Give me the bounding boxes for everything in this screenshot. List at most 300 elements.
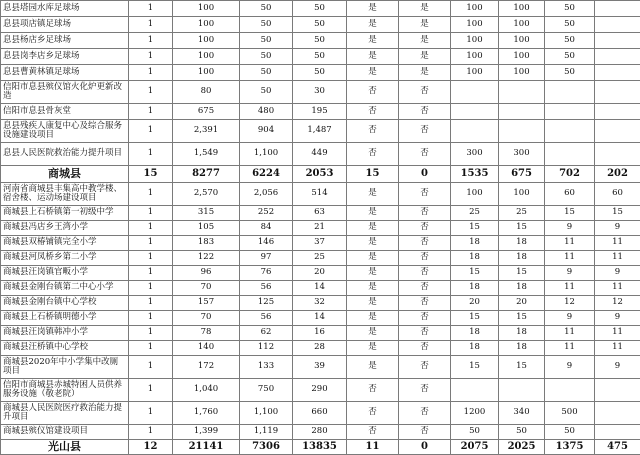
table-cell bbox=[595, 33, 640, 49]
table-cell: 15 bbox=[451, 221, 499, 236]
table-cell: 是 bbox=[347, 326, 399, 341]
project-name-cell: 商城县双椿铺镇完全小学 bbox=[1, 236, 129, 251]
table-cell bbox=[545, 120, 595, 143]
table-cell: 1 bbox=[129, 266, 173, 281]
table-cell bbox=[595, 1, 640, 17]
table-cell: 100 bbox=[451, 65, 499, 81]
table-cell: 100 bbox=[451, 17, 499, 33]
table-cell: 是 bbox=[347, 296, 399, 311]
table-cell: 9 bbox=[545, 221, 595, 236]
table-cell: 100 bbox=[499, 1, 545, 17]
table-cell bbox=[499, 81, 545, 104]
table-cell: 96 bbox=[173, 266, 240, 281]
table-cell: 252 bbox=[240, 206, 293, 221]
table-cell: 1 bbox=[129, 251, 173, 266]
project-name-cell: 息县岗李店乡足球场 bbox=[1, 49, 129, 65]
project-name-cell: 商城县2020年中小学集中改厕项目 bbox=[1, 356, 129, 379]
project-name-cell: 息县杨店乡足球场 bbox=[1, 33, 129, 49]
table-cell: 11 bbox=[545, 326, 595, 341]
table-cell: 9 bbox=[545, 356, 595, 379]
table-cell: 15 bbox=[499, 221, 545, 236]
table-cell: 15 bbox=[129, 166, 173, 183]
table-row bbox=[1, 402, 640, 425]
project-name-cell: 息县曹黄林镇足球场 bbox=[1, 65, 129, 81]
table-cell: 1 bbox=[129, 17, 173, 33]
table-cell: 70 bbox=[173, 311, 240, 326]
table-row bbox=[1, 236, 640, 251]
project-name-cell: 商城县上石桥镇明德小学 bbox=[1, 311, 129, 326]
table-cell: 21 bbox=[293, 221, 347, 236]
table-cell: 70 bbox=[173, 281, 240, 296]
table-cell: 100 bbox=[451, 1, 499, 17]
table-cell: 是 bbox=[399, 33, 451, 49]
table-cell: 50 bbox=[240, 65, 293, 81]
project-name-cell: 商城县金刚台镇第二中心小学 bbox=[1, 281, 129, 296]
table-cell: 146 bbox=[240, 236, 293, 251]
table-row bbox=[1, 120, 640, 143]
table-cell bbox=[595, 120, 640, 143]
table-cell: 100 bbox=[173, 65, 240, 81]
table-cell: 1 bbox=[129, 281, 173, 296]
table-cell: 11 bbox=[595, 341, 640, 356]
table-cell: 1,100 bbox=[240, 143, 293, 166]
table-cell bbox=[545, 81, 595, 104]
table-cell: 20 bbox=[499, 296, 545, 311]
table-cell: 9 bbox=[545, 266, 595, 281]
table-row bbox=[1, 296, 640, 311]
table-cell: 202 bbox=[595, 166, 640, 183]
project-name-cell: 信阳市息县骨灰堂 bbox=[1, 104, 129, 120]
table-cell: 1,760 bbox=[173, 402, 240, 425]
table-cell: 1 bbox=[129, 120, 173, 143]
table-cell: 56 bbox=[240, 311, 293, 326]
table-cell: 97 bbox=[240, 251, 293, 266]
table-cell: 1,100 bbox=[240, 402, 293, 425]
table-cell bbox=[451, 81, 499, 104]
table-cell: 12 bbox=[545, 296, 595, 311]
table-cell bbox=[451, 379, 499, 402]
table-cell: 50 bbox=[499, 425, 545, 440]
project-name-cell: 商城县汪岗镇韩冲小学 bbox=[1, 326, 129, 341]
table-cell: 是 bbox=[347, 1, 399, 17]
table-cell: 315 bbox=[173, 206, 240, 221]
table-cell: 100 bbox=[451, 33, 499, 49]
table-cell: 1 bbox=[129, 221, 173, 236]
table-cell: 7306 bbox=[240, 440, 293, 455]
table-cell: 否 bbox=[399, 236, 451, 251]
table-cell: 25 bbox=[451, 206, 499, 221]
table-cell: 11 bbox=[545, 236, 595, 251]
table-cell: 50 bbox=[545, 49, 595, 65]
table-cell: 否 bbox=[347, 379, 399, 402]
table-cell: 1 bbox=[129, 236, 173, 251]
table-cell: 1,119 bbox=[240, 425, 293, 440]
table-cell: 0 bbox=[399, 166, 451, 183]
table-cell bbox=[499, 104, 545, 120]
table-cell: 500 bbox=[545, 402, 595, 425]
table-cell: 50 bbox=[451, 425, 499, 440]
table-row bbox=[1, 425, 640, 440]
table-cell: 否 bbox=[399, 251, 451, 266]
table-cell: 280 bbox=[293, 425, 347, 440]
table-cell: 21141 bbox=[173, 440, 240, 455]
table-cell: 80 bbox=[173, 81, 240, 104]
table-cell: 18 bbox=[451, 251, 499, 266]
table-row bbox=[1, 341, 640, 356]
table-cell: 20 bbox=[293, 266, 347, 281]
table-cell: 1 bbox=[129, 425, 173, 440]
table-row bbox=[1, 65, 640, 81]
table-cell: 1,040 bbox=[173, 379, 240, 402]
table-cell bbox=[595, 379, 640, 402]
table-row bbox=[1, 104, 640, 120]
table-cell: 50 bbox=[545, 65, 595, 81]
table-cell: 否 bbox=[399, 120, 451, 143]
table-cell: 172 bbox=[173, 356, 240, 379]
table-cell: 195 bbox=[293, 104, 347, 120]
table-cell: 否 bbox=[347, 143, 399, 166]
table-cell: 105 bbox=[173, 221, 240, 236]
project-name-cell: 商城县 bbox=[1, 166, 129, 183]
table-cell: 1 bbox=[129, 65, 173, 81]
table-cell: 否 bbox=[399, 281, 451, 296]
table-cell: 50 bbox=[293, 17, 347, 33]
table-cell bbox=[595, 49, 640, 65]
table-cell: 76 bbox=[240, 266, 293, 281]
project-name-cell: 商城县人民医院医疗救治能力提升项目 bbox=[1, 402, 129, 425]
table-row bbox=[1, 356, 640, 379]
table-cell bbox=[451, 120, 499, 143]
table-cell: 78 bbox=[173, 326, 240, 341]
table-cell: 是 bbox=[347, 281, 399, 296]
table-cell: 11 bbox=[545, 281, 595, 296]
table-cell: 122 bbox=[173, 251, 240, 266]
project-name-cell: 商城县河凤桥乡第二小学 bbox=[1, 251, 129, 266]
table-cell: 是 bbox=[347, 65, 399, 81]
table-cell: 514 bbox=[293, 183, 347, 206]
project-name-cell: 信阳市息县殡仪馆火化炉更新改造 bbox=[1, 81, 129, 104]
table-cell: 否 bbox=[399, 341, 451, 356]
table-row bbox=[1, 251, 640, 266]
table-cell: 15 bbox=[545, 206, 595, 221]
county-subtotal-row bbox=[1, 440, 640, 455]
table-cell: 904 bbox=[240, 120, 293, 143]
table-cell: 否 bbox=[399, 81, 451, 104]
table-cell: 60 bbox=[545, 183, 595, 206]
table-cell: 1 bbox=[129, 341, 173, 356]
table-cell: 300 bbox=[451, 143, 499, 166]
table-cell bbox=[595, 143, 640, 166]
table-cell: 11 bbox=[347, 440, 399, 455]
table-cell: 是 bbox=[347, 356, 399, 379]
project-name-cell: 息县人民医院救治能力提升项目 bbox=[1, 143, 129, 166]
table-cell bbox=[595, 81, 640, 104]
table-row bbox=[1, 326, 640, 341]
table-cell: 56 bbox=[240, 281, 293, 296]
table-cell: 12 bbox=[129, 440, 173, 455]
table-cell: 18 bbox=[451, 236, 499, 251]
table-row bbox=[1, 143, 640, 166]
county-subtotal-row bbox=[1, 166, 640, 183]
table-cell: 1 bbox=[129, 326, 173, 341]
table-cell: 9 bbox=[595, 221, 640, 236]
table-row bbox=[1, 1, 640, 17]
table-cell: 100 bbox=[173, 1, 240, 17]
table-cell: 50 bbox=[240, 1, 293, 17]
table-cell: 否 bbox=[399, 425, 451, 440]
table-cell: 否 bbox=[399, 379, 451, 402]
table-cell: 14 bbox=[293, 311, 347, 326]
table-cell: 1 bbox=[129, 356, 173, 379]
table-cell bbox=[595, 17, 640, 33]
table-cell: 140 bbox=[173, 341, 240, 356]
table-cell: 16 bbox=[293, 326, 347, 341]
table-cell: 否 bbox=[347, 425, 399, 440]
table-cell: 是 bbox=[347, 341, 399, 356]
table-cell: 18 bbox=[499, 341, 545, 356]
table-cell bbox=[451, 104, 499, 120]
table-cell: 是 bbox=[399, 49, 451, 65]
project-name-cell: 光山县 bbox=[1, 440, 129, 455]
table-cell: 否 bbox=[399, 183, 451, 206]
table-cell: 是 bbox=[399, 1, 451, 17]
table-cell: 20 bbox=[451, 296, 499, 311]
table-cell: 否 bbox=[347, 402, 399, 425]
table-cell: 否 bbox=[347, 104, 399, 120]
table-cell: 2,391 bbox=[173, 120, 240, 143]
table-row bbox=[1, 311, 640, 326]
project-name-cell: 河南省商城县丰集高中教学楼、宿舍楼、运动场建设项目 bbox=[1, 183, 129, 206]
table-cell: 475 bbox=[595, 440, 640, 455]
table-cell bbox=[499, 120, 545, 143]
table-cell bbox=[545, 143, 595, 166]
table-cell: 100 bbox=[499, 33, 545, 49]
table-cell: 15 bbox=[499, 266, 545, 281]
table-cell: 6224 bbox=[240, 166, 293, 183]
table-cell: 39 bbox=[293, 356, 347, 379]
table-cell: 8277 bbox=[173, 166, 240, 183]
table-cell: 1535 bbox=[451, 166, 499, 183]
table-row bbox=[1, 33, 640, 49]
table-cell: 是 bbox=[347, 251, 399, 266]
table-cell: 480 bbox=[240, 104, 293, 120]
table-cell: 100 bbox=[451, 49, 499, 65]
project-name-cell: 商城县汪岗镇官畈小学 bbox=[1, 266, 129, 281]
table-cell bbox=[595, 65, 640, 81]
table-cell: 125 bbox=[240, 296, 293, 311]
table-cell: 300 bbox=[499, 143, 545, 166]
table-cell: 50 bbox=[293, 33, 347, 49]
project-name-cell: 商城县金刚台镇中心学校 bbox=[1, 296, 129, 311]
table-cell: 157 bbox=[173, 296, 240, 311]
table-cell: 84 bbox=[240, 221, 293, 236]
table-cell: 50 bbox=[293, 65, 347, 81]
table-cell: 12 bbox=[595, 296, 640, 311]
project-name-cell: 商城县上石桥镇第一初级中学 bbox=[1, 206, 129, 221]
table-cell: 15 bbox=[347, 166, 399, 183]
table-cell: 50 bbox=[293, 1, 347, 17]
table-cell: 11 bbox=[545, 251, 595, 266]
table-cell: 是 bbox=[347, 33, 399, 49]
table-cell: 290 bbox=[293, 379, 347, 402]
table-cell: 60 bbox=[595, 183, 640, 206]
table-cell: 28 bbox=[293, 341, 347, 356]
table-cell: 2075 bbox=[451, 440, 499, 455]
table-cell: 183 bbox=[173, 236, 240, 251]
table-cell: 否 bbox=[399, 143, 451, 166]
table-cell: 702 bbox=[545, 166, 595, 183]
table-cell bbox=[499, 379, 545, 402]
table-cell: 1 bbox=[129, 33, 173, 49]
table-cell: 否 bbox=[399, 326, 451, 341]
table-cell: 2,056 bbox=[240, 183, 293, 206]
table-cell: 1 bbox=[129, 296, 173, 311]
table-cell: 2025 bbox=[499, 440, 545, 455]
table-cell: 100 bbox=[173, 33, 240, 49]
table-cell: 1 bbox=[129, 379, 173, 402]
table-row bbox=[1, 183, 640, 206]
table-cell: 660 bbox=[293, 402, 347, 425]
table-cell: 50 bbox=[240, 17, 293, 33]
project-name-cell: 息县项店镇足球场 bbox=[1, 17, 129, 33]
table-cell: 否 bbox=[347, 120, 399, 143]
table-cell: 1 bbox=[129, 1, 173, 17]
table-cell: 9 bbox=[595, 356, 640, 379]
table-cell: 18 bbox=[451, 326, 499, 341]
table-cell: 11 bbox=[595, 281, 640, 296]
table-row bbox=[1, 81, 640, 104]
table-cell: 否 bbox=[399, 311, 451, 326]
table-cell: 1200 bbox=[451, 402, 499, 425]
table-cell: 1 bbox=[129, 104, 173, 120]
table-cell: 100 bbox=[499, 17, 545, 33]
table-cell: 15 bbox=[451, 311, 499, 326]
table-cell: 750 bbox=[240, 379, 293, 402]
table-cell: 18 bbox=[499, 281, 545, 296]
table-cell: 0 bbox=[399, 440, 451, 455]
project-name-cell: 息县残疾人康复中心及综合服务设施建设项目 bbox=[1, 120, 129, 143]
table-cell: 是 bbox=[399, 17, 451, 33]
table-cell bbox=[545, 379, 595, 402]
project-name-cell: 商城县殡仪馆建设项目 bbox=[1, 425, 129, 440]
table-cell bbox=[595, 402, 640, 425]
table-cell: 是 bbox=[347, 311, 399, 326]
table-cell: 50 bbox=[293, 49, 347, 65]
table-cell: 是 bbox=[347, 206, 399, 221]
table-cell: 是 bbox=[347, 49, 399, 65]
table-cell: 1 bbox=[129, 183, 173, 206]
table-cell: 50 bbox=[545, 17, 595, 33]
table-cell: 1 bbox=[129, 49, 173, 65]
table-cell: 18 bbox=[451, 341, 499, 356]
project-name-cell: 信阳市商城县赤城特困人员供养服务设施（敬老院） bbox=[1, 379, 129, 402]
table-cell bbox=[595, 425, 640, 440]
table-cell: 30 bbox=[293, 81, 347, 104]
table-cell: 否 bbox=[399, 356, 451, 379]
table-cell: 100 bbox=[499, 183, 545, 206]
table-cell bbox=[545, 104, 595, 120]
table-cell: 15 bbox=[451, 356, 499, 379]
table-cell: 100 bbox=[499, 65, 545, 81]
table-cell: 9 bbox=[595, 266, 640, 281]
project-name-cell: 息县塔园水库足球场 bbox=[1, 1, 129, 17]
table-row bbox=[1, 281, 640, 296]
table-cell: 否 bbox=[399, 402, 451, 425]
table-row bbox=[1, 221, 640, 236]
table-cell: 25 bbox=[293, 251, 347, 266]
table-cell: 否 bbox=[399, 296, 451, 311]
table-cell: 11 bbox=[545, 341, 595, 356]
table-cell: 18 bbox=[451, 281, 499, 296]
table-cell: 15 bbox=[499, 356, 545, 379]
table-row bbox=[1, 379, 640, 402]
table-cell: 9 bbox=[545, 311, 595, 326]
table-cell: 50 bbox=[545, 1, 595, 17]
table-cell: 11 bbox=[595, 326, 640, 341]
table-cell: 1375 bbox=[545, 440, 595, 455]
table-cell: 否 bbox=[347, 81, 399, 104]
table-cell: 否 bbox=[399, 104, 451, 120]
table-cell: 否 bbox=[399, 206, 451, 221]
project-name-cell: 商城县汪桥镇中心学校 bbox=[1, 341, 129, 356]
table-cell: 112 bbox=[240, 341, 293, 356]
table-cell: 63 bbox=[293, 206, 347, 221]
table-cell: 1,487 bbox=[293, 120, 347, 143]
table-cell: 50 bbox=[545, 425, 595, 440]
table-cell: 133 bbox=[240, 356, 293, 379]
table-cell: 50 bbox=[545, 33, 595, 49]
table-cell: 是 bbox=[347, 236, 399, 251]
table-cell: 675 bbox=[173, 104, 240, 120]
table-cell: 是 bbox=[347, 183, 399, 206]
table-row bbox=[1, 206, 640, 221]
table-cell: 2053 bbox=[293, 166, 347, 183]
table-cell: 2,570 bbox=[173, 183, 240, 206]
table-cell: 50 bbox=[240, 33, 293, 49]
table-cell: 1,399 bbox=[173, 425, 240, 440]
table-cell: 449 bbox=[293, 143, 347, 166]
table-cell: 14 bbox=[293, 281, 347, 296]
table-cell: 18 bbox=[499, 251, 545, 266]
table-cell bbox=[595, 104, 640, 120]
table-cell: 否 bbox=[399, 266, 451, 281]
table-row bbox=[1, 17, 640, 33]
table-cell: 11 bbox=[595, 251, 640, 266]
table-cell: 13835 bbox=[293, 440, 347, 455]
table-cell: 15 bbox=[595, 206, 640, 221]
table-cell: 62 bbox=[240, 326, 293, 341]
table-cell: 50 bbox=[240, 49, 293, 65]
table-cell: 11 bbox=[595, 236, 640, 251]
table-cell: 1 bbox=[129, 206, 173, 221]
table-cell: 是 bbox=[399, 65, 451, 81]
table-cell: 18 bbox=[499, 326, 545, 341]
table-cell: 100 bbox=[173, 17, 240, 33]
table-cell: 1,549 bbox=[173, 143, 240, 166]
table-cell: 15 bbox=[499, 311, 545, 326]
table-cell: 18 bbox=[499, 236, 545, 251]
table-cell: 100 bbox=[451, 183, 499, 206]
table-cell: 9 bbox=[595, 311, 640, 326]
table-cell: 1 bbox=[129, 402, 173, 425]
table-cell: 32 bbox=[293, 296, 347, 311]
table-cell: 是 bbox=[347, 17, 399, 33]
table-cell: 25 bbox=[499, 206, 545, 221]
table-cell: 1 bbox=[129, 311, 173, 326]
table-cell: 否 bbox=[399, 221, 451, 236]
project-name-cell: 商城县冯店乡王湾小学 bbox=[1, 221, 129, 236]
table-cell: 是 bbox=[347, 221, 399, 236]
